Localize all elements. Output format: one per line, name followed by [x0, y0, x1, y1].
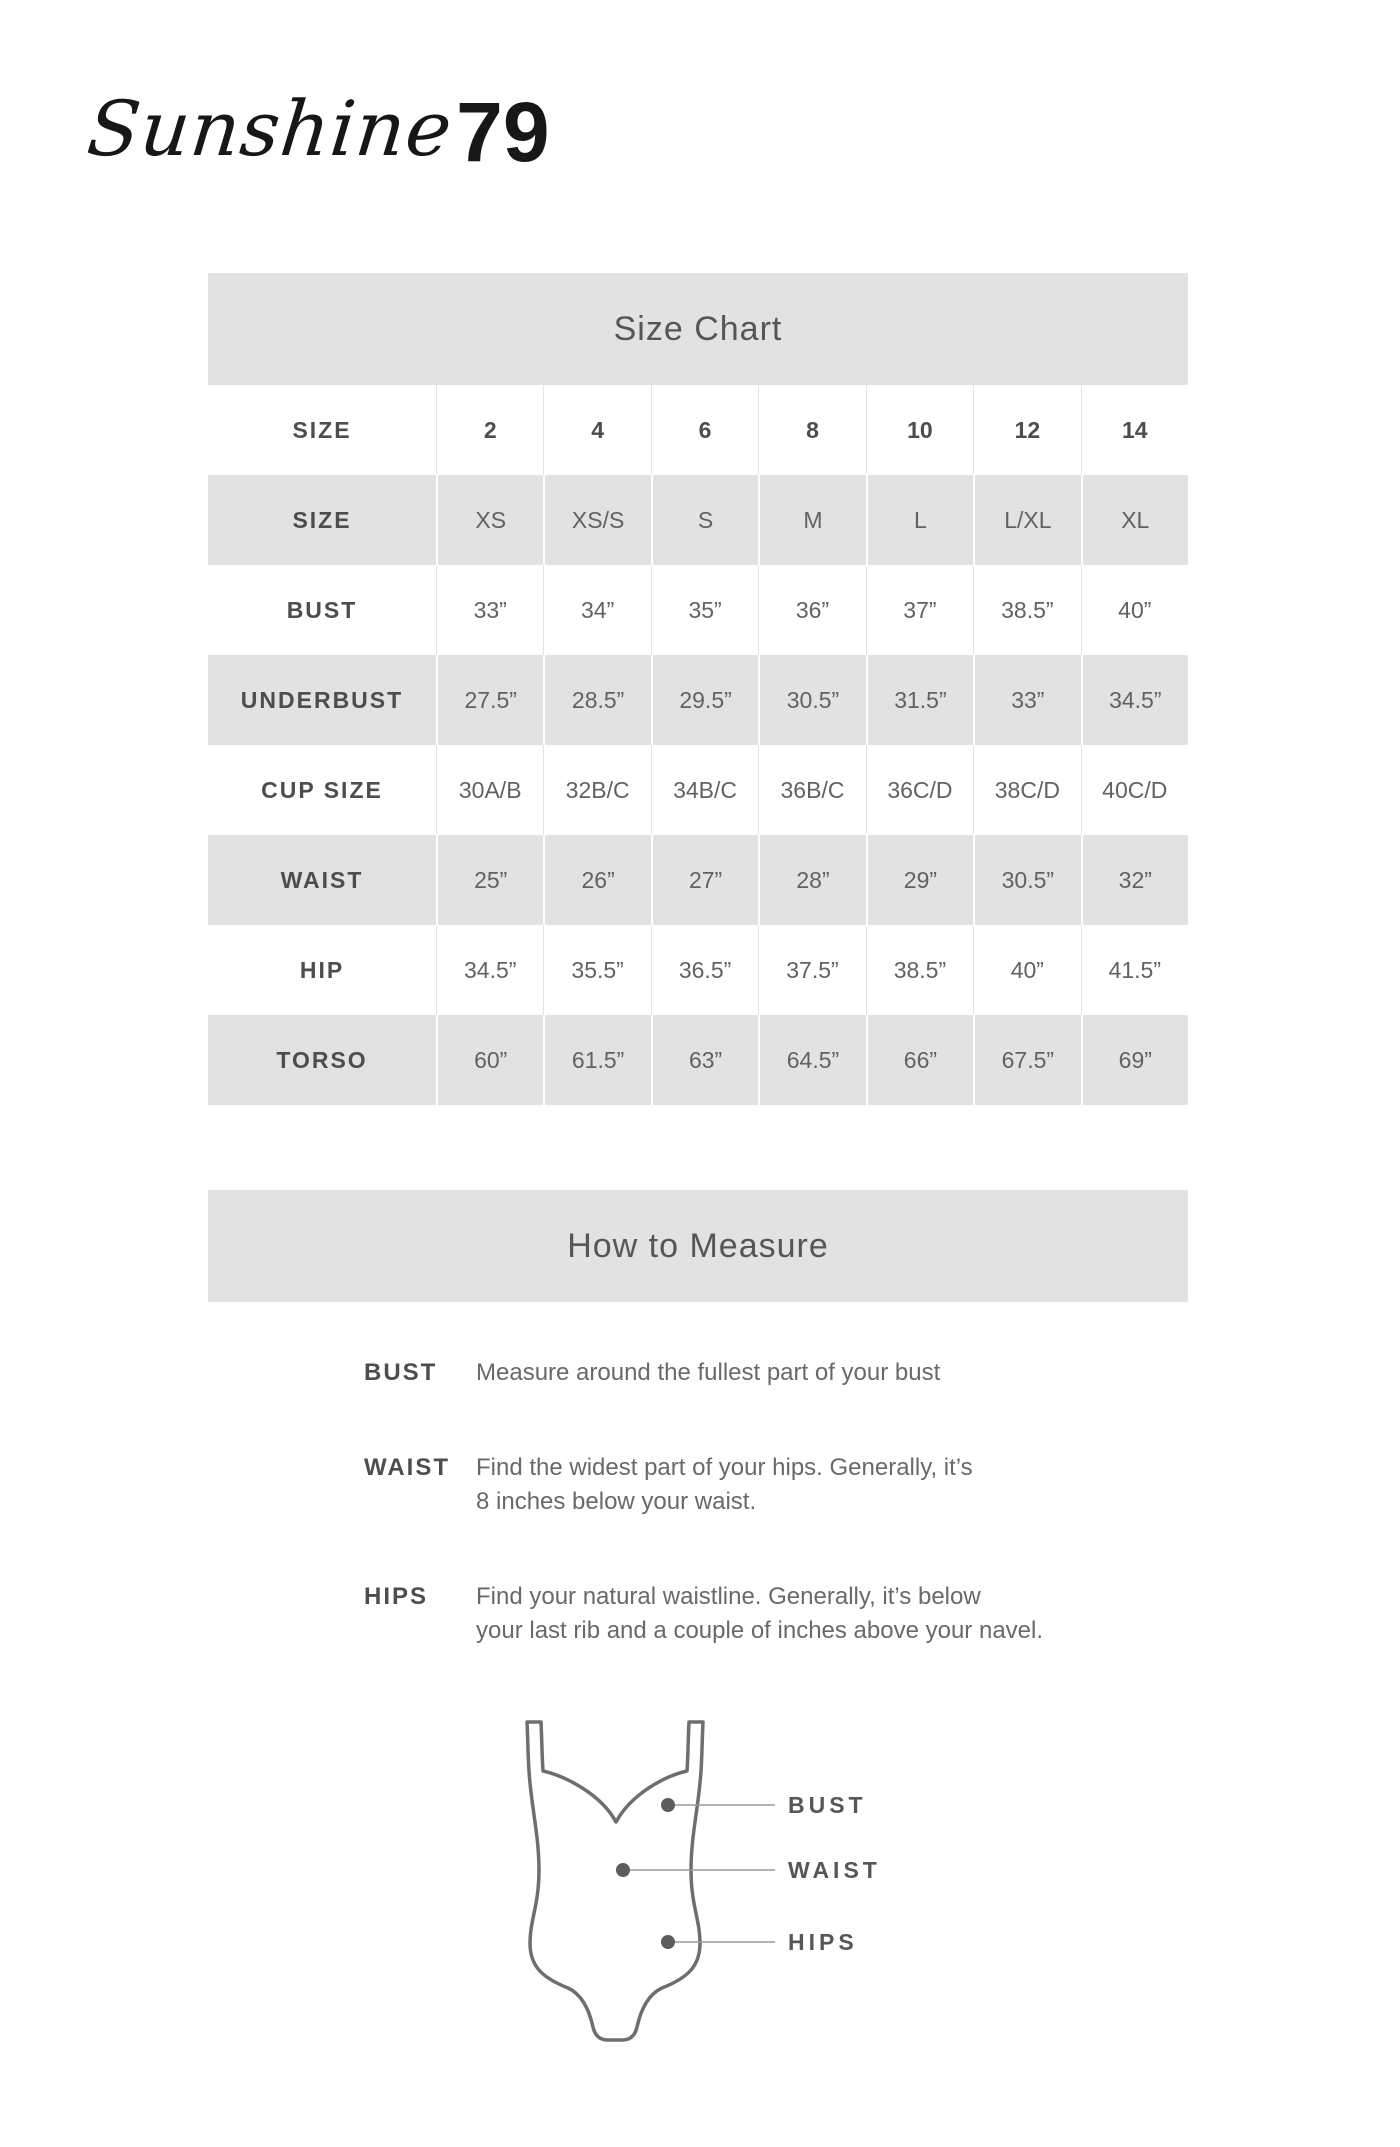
size-chart-value-cell: 12 [973, 385, 1080, 475]
size-chart-value-cell: 26” [543, 835, 650, 925]
brand-logo [83, 78, 550, 179]
size-chart-row-torso [208, 1015, 1188, 1105]
size-chart-value-cell: 34” [543, 565, 650, 655]
size-chart-value-cell: 32” [1081, 835, 1188, 925]
size-chart-value-cell: 60” [436, 1015, 543, 1105]
size-chart-value-cell: XS/S [543, 475, 650, 565]
size-chart-value-cell: 40” [973, 925, 1080, 1015]
size-chart-value-cell: 28.5” [543, 655, 650, 745]
size-chart-row-label: SIZE [292, 416, 352, 443]
size-chart-value-cell: 28” [758, 835, 865, 925]
size-chart-row-size [208, 475, 1188, 565]
size-chart-value-cell: 30.5” [973, 835, 1080, 925]
measure-item-label: WAIST [364, 1454, 450, 1481]
size-chart-value-cell: 34.5” [436, 925, 543, 1015]
size-chart-row-label: UNDERBUST [240, 686, 404, 713]
size-chart-value-cell: 38.5” [866, 925, 973, 1015]
measure-item-label: BUST [364, 1359, 438, 1386]
size-chart-value-cell: 36.5” [651, 925, 758, 1015]
size-chart-row-size [208, 385, 1188, 475]
size-chart-value-cell: 10 [866, 385, 973, 475]
size-chart-row-waist [208, 835, 1188, 925]
size-chart-value-cell: 33” [436, 565, 543, 655]
size-chart-row-label: TORSO [276, 1046, 368, 1073]
measure-item-label: HIPS [364, 1583, 429, 1610]
size-chart-value-cell: 36B/C [758, 745, 865, 835]
size-chart-row-label: SIZE [292, 506, 352, 533]
size-chart-value-cell: 40” [1081, 565, 1188, 655]
hips-callout-dot [661, 1935, 675, 1949]
measure-description-line: 8 inches below your waist. [476, 1488, 757, 1515]
size-chart-value-cell: 38C/D [973, 745, 1080, 835]
size-chart-header [208, 273, 1188, 385]
size-chart-row-label: HIP [299, 956, 345, 983]
waist-callout-dot [616, 1863, 630, 1877]
size-chart-value-cell: 30.5” [758, 655, 865, 745]
size-chart-value-cell: 29” [866, 835, 973, 925]
measure-description-line: Find your natural waistline. Generally, it’s below [476, 1583, 981, 1610]
swimsuit-outline-icon [527, 1722, 703, 2040]
hips-callout-label: HIPS [788, 1929, 858, 1955]
size-chart-value-cell: 61.5” [543, 1015, 650, 1105]
size-chart-value-cell: 25” [436, 835, 543, 925]
size-chart-value-cell: 32B/C [543, 745, 650, 835]
size-chart-value-cell: 41.5” [1081, 925, 1188, 1015]
size-chart-value-cell: 36” [758, 565, 865, 655]
size-chart-value-cell: 27” [651, 835, 758, 925]
size-chart-value-cell: 67.5” [973, 1015, 1080, 1105]
measure-description-line: Find the widest part of your hips. Generally, it’s [476, 1454, 973, 1481]
size-chart-value-cell: 34B/C [651, 745, 758, 835]
size-chart-row-label: BUST [286, 596, 358, 623]
size-chart-value-cell: 33” [973, 655, 1080, 745]
size-chart-value-cell: L [866, 475, 973, 565]
size-chart-value-cell: 66” [866, 1015, 973, 1105]
bust-callout-label: BUST [788, 1792, 867, 1818]
measure-item-description [476, 1580, 1043, 1648]
size-chart-value-cell: 35.5” [543, 925, 650, 1015]
size-chart-value-cell: 37” [866, 565, 973, 655]
how-to-measure-title: How to Measure [567, 1226, 829, 1265]
size-chart-value-cell: 34.5” [1081, 655, 1188, 745]
size-chart-value-cell: 6 [651, 385, 758, 475]
size-chart-value-cell: S [651, 475, 758, 565]
size-chart-value-cell: 63” [651, 1015, 758, 1105]
size-chart-row-hip [208, 925, 1188, 1015]
size-chart-table [208, 385, 1188, 1105]
size-chart-value-cell: XS [436, 475, 543, 565]
measure-item-description [476, 1451, 973, 1519]
size-chart-row-label: CUP SIZE [261, 776, 383, 803]
waist-callout-label: WAIST [788, 1857, 881, 1883]
size-chart-value-cell: M [758, 475, 865, 565]
size-chart-value-cell: 35” [651, 565, 758, 655]
size-chart-value-cell: 4 [543, 385, 650, 475]
bust-callout-dot [661, 1798, 675, 1812]
size-chart-value-cell: 29.5” [651, 655, 758, 745]
size-chart-row-bust [208, 565, 1188, 655]
size-chart-row-underbust [208, 655, 1188, 745]
size-chart-value-cell: 14 [1081, 385, 1188, 475]
size-chart-value-cell: 40C/D [1081, 745, 1188, 835]
size-chart-value-cell: 2 [436, 385, 543, 475]
size-chart-value-cell: 69” [1081, 1015, 1188, 1105]
measure-description-line: Measure around the fullest part of your bust [476, 1359, 941, 1386]
size-chart-row-label: WAIST [280, 866, 364, 893]
size-chart-value-cell: L/XL [973, 475, 1080, 565]
size-chart-value-cell: 38.5” [973, 565, 1080, 655]
size-chart-value-cell: 36C/D [866, 745, 973, 835]
size-chart-value-cell: 30A/B [436, 745, 543, 835]
size-chart-title: Size Chart [613, 309, 783, 348]
brand-logo-script-text: Sunshine [83, 84, 457, 173]
size-chart-value-cell: 64.5” [758, 1015, 865, 1105]
size-chart-value-cell: 8 [758, 385, 865, 475]
measure-item-description [476, 1356, 940, 1390]
size-chart-value-cell: XL [1081, 475, 1188, 565]
size-chart-value-cell: 37.5” [758, 925, 865, 1015]
measurement-diagram [500, 1700, 1000, 2060]
how-to-measure-header [208, 1190, 1188, 1302]
measure-description-line: your last rib and a couple of inches above your navel. [476, 1617, 1044, 1644]
brand-logo-number-text: 79 [456, 85, 550, 179]
size-chart-row-cup-size [208, 745, 1188, 835]
size-chart-value-cell: 27.5” [436, 655, 543, 745]
size-chart-value-cell: 31.5” [866, 655, 973, 745]
